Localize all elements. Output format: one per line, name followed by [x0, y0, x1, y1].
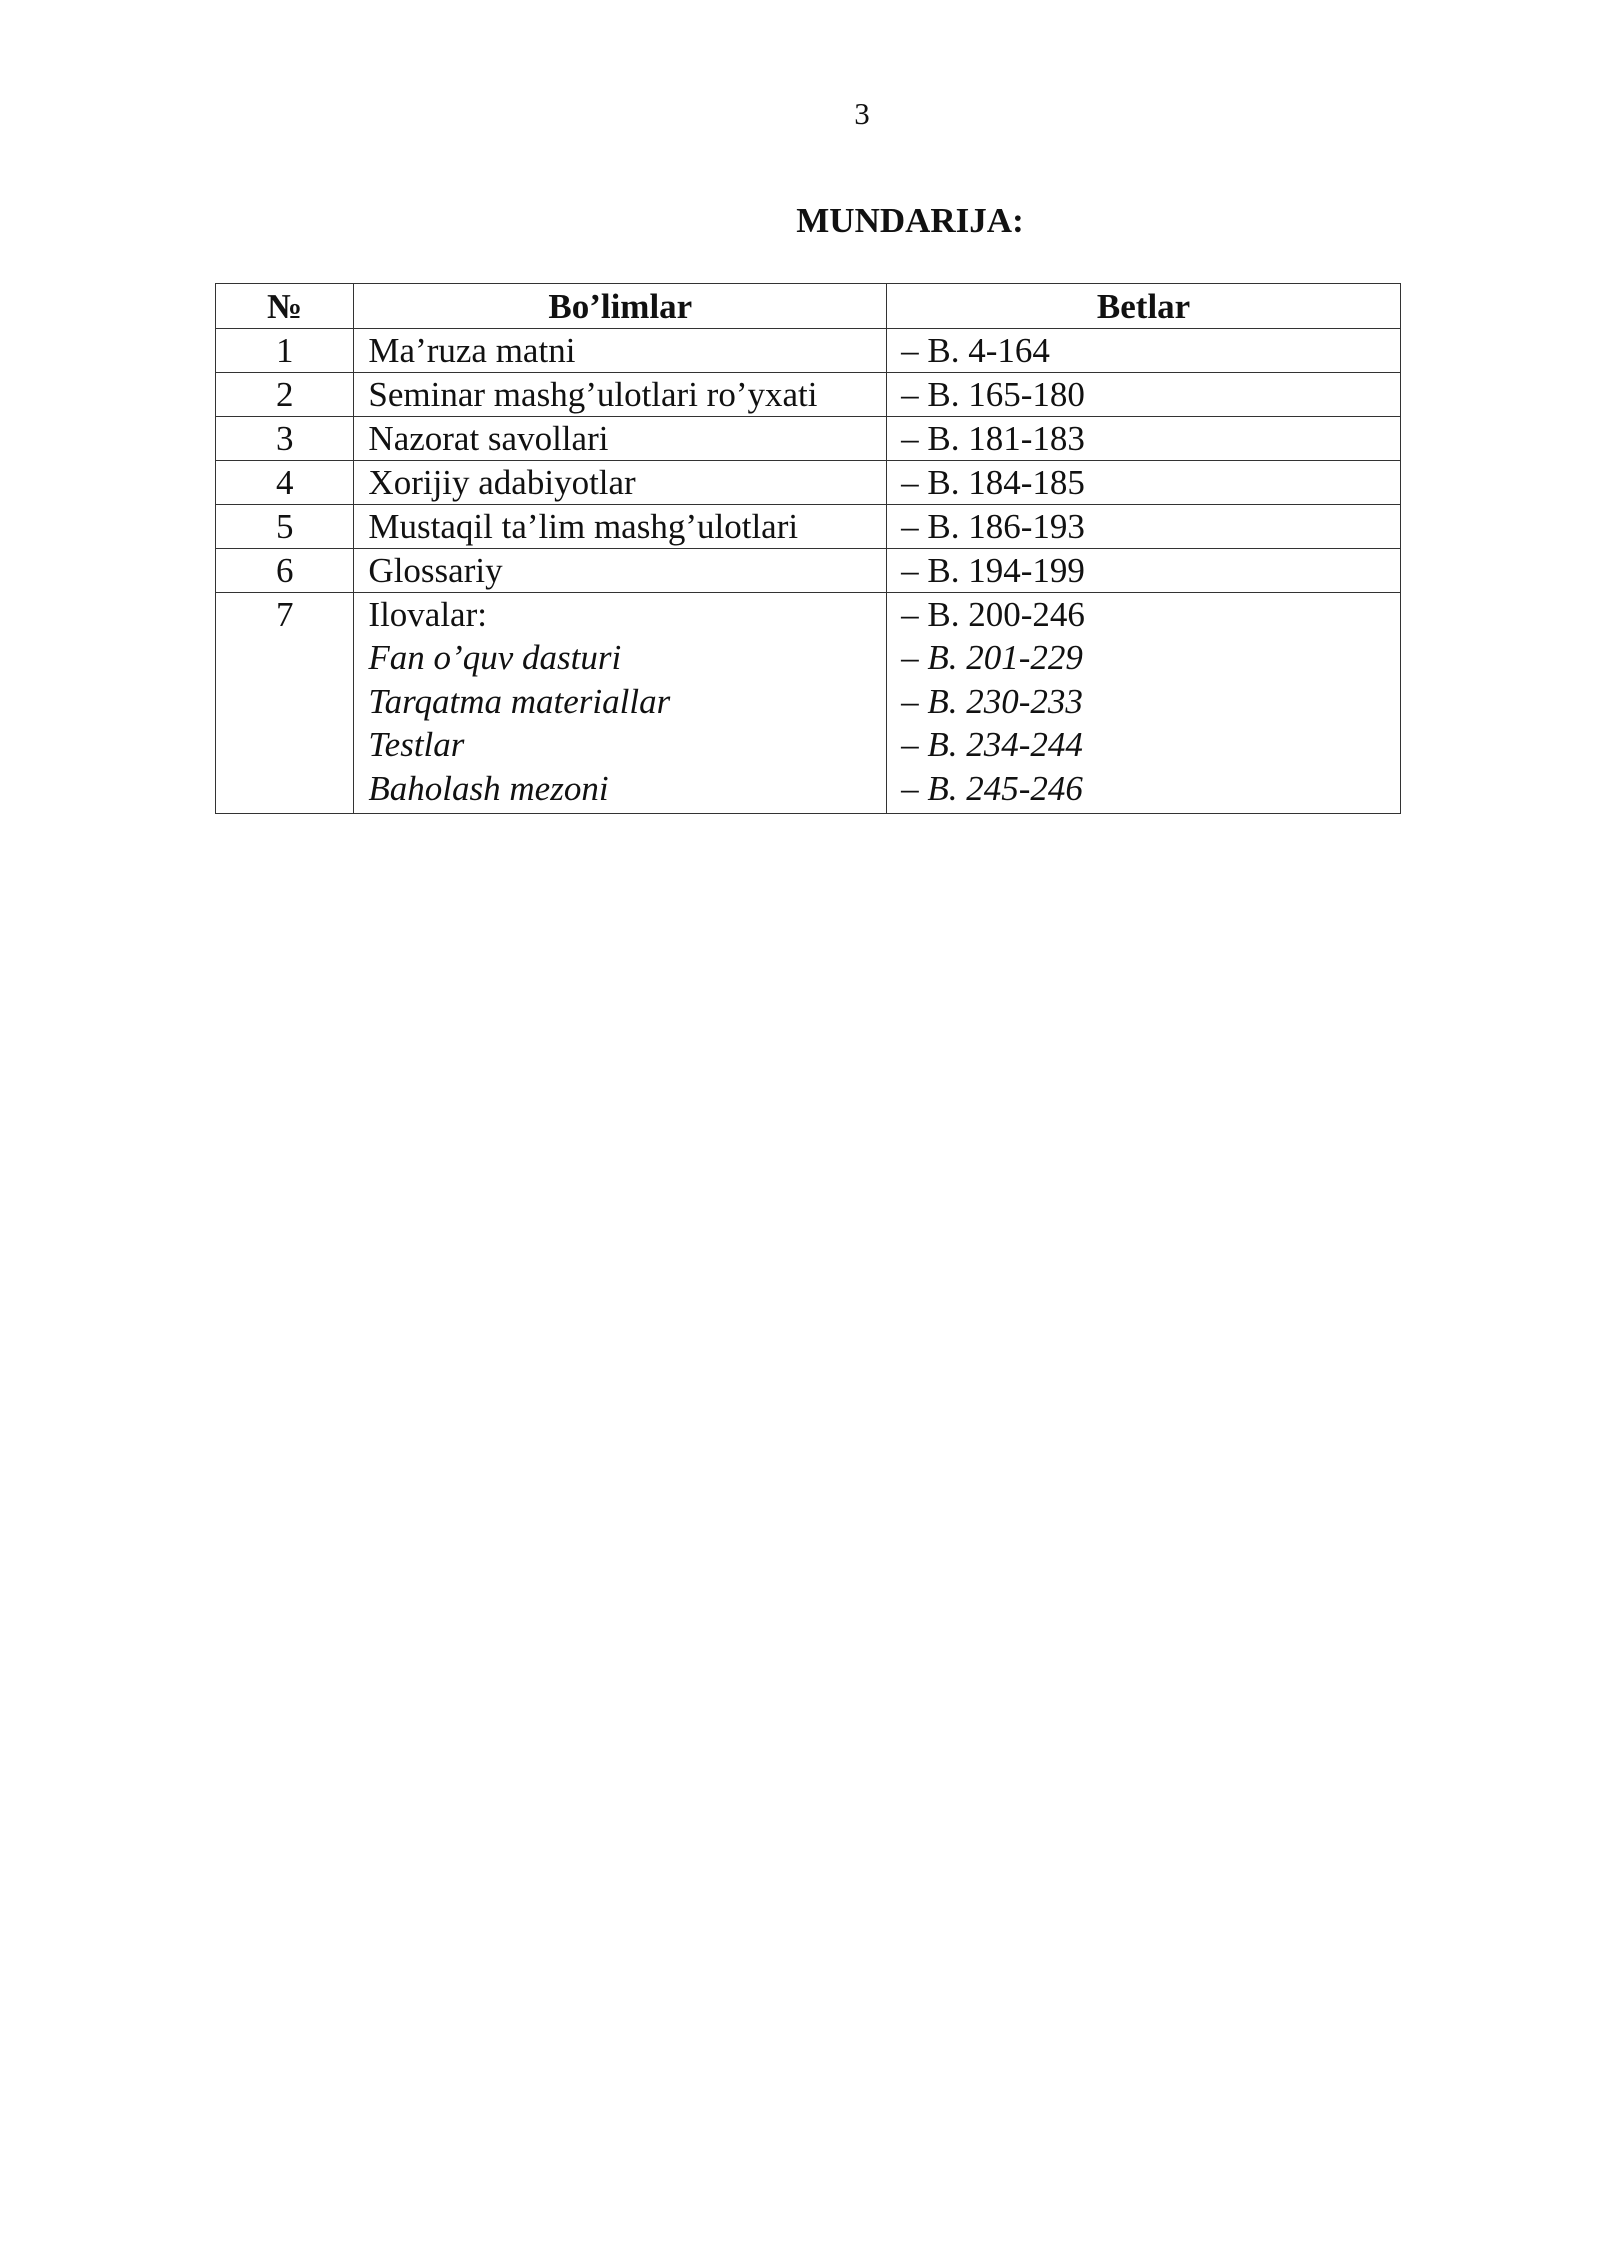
table-row [216, 549, 1401, 593]
row-pages: – B. 200-246 [901, 595, 1085, 634]
subitem-pages: – B. 201-229 [901, 638, 1083, 677]
row-section-group [354, 593, 887, 814]
subitem-section: Testlar [368, 725, 465, 764]
table-of-contents [215, 283, 1401, 814]
table-row [216, 461, 1401, 505]
row-section: Nazorat savollari [354, 417, 887, 461]
subitem-pages: – B. 234-244 [901, 725, 1083, 764]
row-number: 5 [216, 505, 354, 549]
table-header-row [216, 284, 1401, 329]
table-row [216, 505, 1401, 549]
subitem-pages: – B. 230-233 [901, 681, 1083, 721]
row-section: Glossariy [354, 549, 887, 593]
row-section: Seminar mashg’ulotlari ro’yxati [354, 373, 887, 417]
row-number: 4 [216, 461, 354, 505]
table-row [216, 373, 1401, 417]
subitem-section: Tarqatma materiallar [368, 681, 671, 721]
row-pages: – B. 4-164 [887, 329, 1401, 373]
row-section: Ma’ruza matni [354, 329, 887, 373]
row-pages: – B. 194-199 [887, 549, 1401, 593]
row-pages: – B. 181-183 [887, 417, 1401, 461]
subitem-pages: – B. 245-246 [901, 768, 1083, 808]
row-number: 6 [216, 549, 354, 593]
row-number: 2 [216, 373, 354, 417]
row-pages-group [887, 593, 1401, 814]
row-section: Ilovalar: [368, 595, 487, 634]
table-row [216, 593, 1401, 814]
document-title: MUNDARIJA: [796, 201, 1024, 240]
header-pages: Betlar [887, 284, 1401, 329]
table-row [216, 329, 1401, 373]
row-pages: – B. 165-180 [887, 373, 1401, 417]
row-number: 7 [216, 593, 354, 814]
row-section: Mustaqil ta’lim mashg’ulotlari [354, 505, 887, 549]
row-section: Xorijiy adabiyotlar [354, 461, 887, 505]
table-row [216, 417, 1401, 461]
row-pages: – B. 184-185 [887, 461, 1401, 505]
row-pages: – B. 186-193 [887, 505, 1401, 549]
subitem-section: Fan o’quv dasturi [368, 638, 622, 677]
subitem-section: Baholash mezoni [368, 768, 609, 808]
row-number: 3 [216, 417, 354, 461]
page-number: 3 [854, 96, 870, 131]
header-section: Bo’limlar [354, 284, 887, 329]
row-number: 1 [216, 329, 354, 373]
header-number: № [216, 284, 354, 329]
